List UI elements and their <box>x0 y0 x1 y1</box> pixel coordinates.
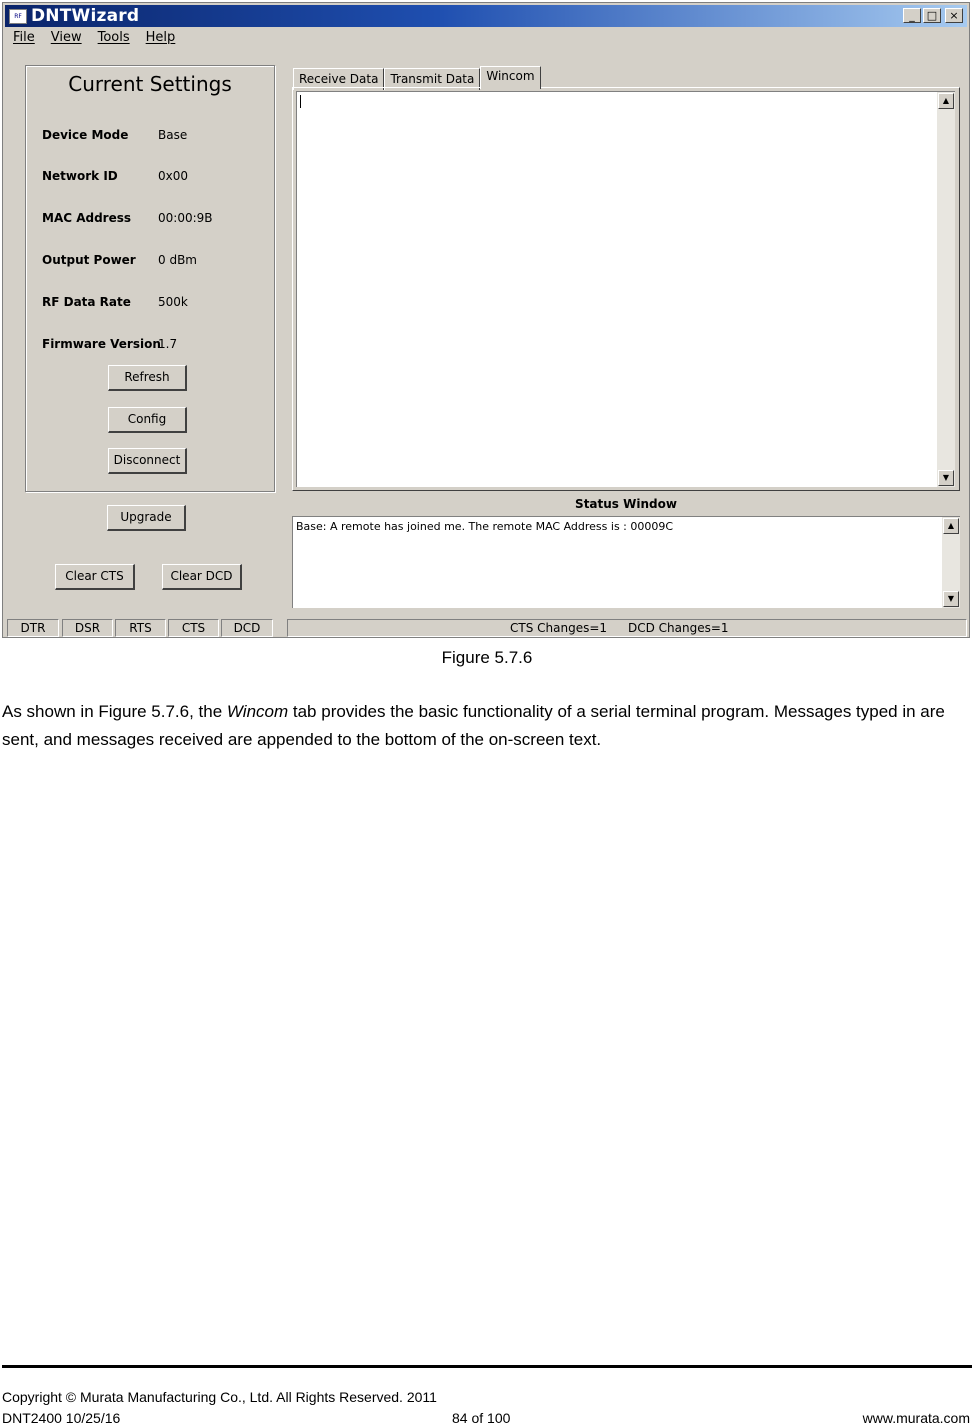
refresh-button[interactable]: Refresh <box>108 365 187 391</box>
title-bar[interactable] <box>5 5 967 27</box>
tab-wincom[interactable]: Wincom <box>480 66 540 89</box>
wincom-scrollbar[interactable] <box>937 92 955 487</box>
clear-cts-button[interactable]: Clear CTS <box>55 564 135 590</box>
status-message: Base: A remote has joined me. The remote MAC Address is : 00009C <box>296 520 674 533</box>
footer-copyright: Copyright © Murata Manufacturing Co., Ltd. All Rights Reserved. 2011 <box>2 1389 437 1405</box>
dsr-indicator: DSR <box>62 619 113 637</box>
mac-address-label: MAC Address <box>42 211 132 225</box>
window-title: DNTWizard <box>31 6 140 26</box>
cts-indicator: CTS <box>168 619 219 637</box>
dcd-changes-text: DCD Changes=1 <box>628 621 729 635</box>
menu-bar <box>11 28 189 48</box>
tab-receive-data[interactable]: Receive Data <box>293 68 384 90</box>
status-window[interactable] <box>292 516 960 608</box>
menu-tools[interactable]: Tools <box>97 30 130 45</box>
text-caret <box>300 95 301 108</box>
mac-address-value: 00:00:9B <box>158 211 213 225</box>
upgrade-button[interactable]: Upgrade <box>107 505 186 531</box>
firmware-version-value: 1.7 <box>158 337 178 351</box>
network-id-label: Network ID <box>42 169 118 183</box>
status-scrollbar[interactable] <box>942 517 960 608</box>
paragraph-text-start: As shown in Figure 5.7.6, the <box>2 702 227 721</box>
app-icon: RF <box>9 9 27 24</box>
output-power-value: 0 dBm <box>158 253 197 267</box>
body-paragraph <box>2 698 962 754</box>
dtr-indicator: DTR <box>7 619 59 637</box>
status-window-title: Status Window <box>575 497 677 511</box>
current-settings-panel <box>25 65 275 492</box>
close-icon[interactable]: × <box>945 8 963 23</box>
figure-caption: Figure 5.7.6 <box>441 648 533 667</box>
minimize-icon[interactable]: _ <box>903 8 921 23</box>
wincom-text-area[interactable] <box>296 91 955 487</box>
dcd-indicator: DCD <box>221 619 273 637</box>
paragraph-text-end: tab provides the basic functionality of a serial terminal program. Messages typed in are sent, and messages received are appended to the bottom of the on-screen text. <box>2 702 945 749</box>
status-scroll-up-icon[interactable]: ▲ <box>943 518 959 534</box>
footer-url: www.murata.com <box>862 1410 970 1426</box>
status-bar-info-pane <box>287 619 967 637</box>
scroll-down-icon[interactable]: ▼ <box>938 470 954 486</box>
footer-divider <box>2 1365 972 1368</box>
rf-data-rate-label: RF Data Rate <box>42 295 131 309</box>
rts-indicator: RTS <box>115 619 166 637</box>
device-mode-label: Device Mode <box>42 128 129 142</box>
footer-doc-id: DNT2400 10/25/16 <box>2 1410 121 1426</box>
rf-data-rate-value: 500k <box>158 295 188 309</box>
window-controls <box>903 8 963 23</box>
menu-help[interactable]: Help <box>145 30 176 45</box>
firmware-version-label: Firmware Version <box>42 337 161 351</box>
footer-page-number: 84 of 100 <box>452 1410 511 1426</box>
config-button[interactable]: Config <box>108 407 187 433</box>
status-scroll-down-icon[interactable]: ▼ <box>943 591 959 607</box>
output-power-label: Output Power <box>42 253 136 267</box>
device-mode-value: Base <box>158 128 188 142</box>
scroll-up-icon[interactable]: ▲ <box>938 93 954 109</box>
menu-file[interactable]: File <box>13 30 35 45</box>
tab-transmit-data[interactable]: Transmit Data <box>384 68 480 90</box>
maximize-icon[interactable]: □ <box>923 8 941 23</box>
dntwizard-window <box>2 2 970 638</box>
cts-changes-text: CTS Changes=1 <box>510 621 608 635</box>
status-bar <box>7 618 967 638</box>
paragraph-emphasis: Wincom <box>226 702 289 721</box>
network-id-value: 0x00 <box>158 169 189 183</box>
clear-dcd-button[interactable]: Clear DCD <box>162 564 242 590</box>
disconnect-button[interactable]: Disconnect <box>108 448 187 474</box>
menu-view[interactable]: View <box>50 30 82 45</box>
current-settings-title: Current Settings <box>68 72 232 96</box>
tab-strip <box>293 66 541 88</box>
